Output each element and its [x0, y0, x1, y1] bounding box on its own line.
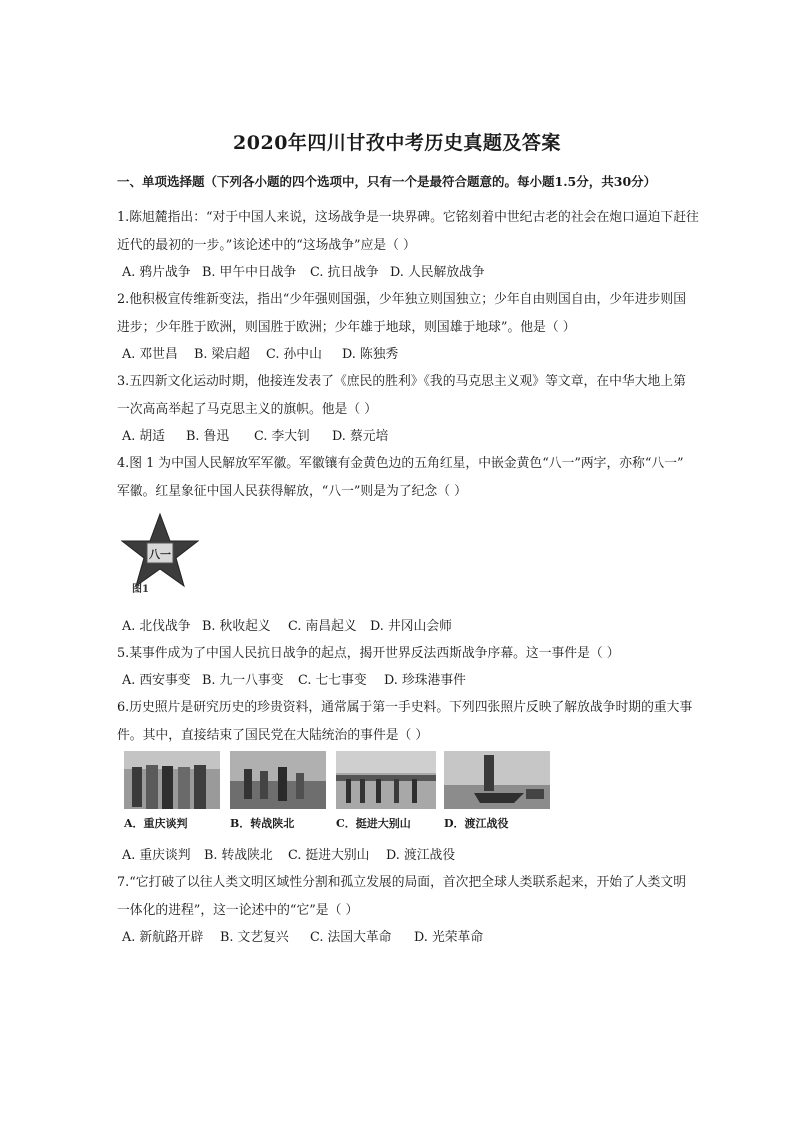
question-6-options — [122, 844, 455, 863]
photo-caption: D．渡江战役 — [444, 817, 509, 830]
army-emblem-star-icon — [119, 510, 201, 596]
photo-image — [444, 751, 550, 809]
photo-image — [336, 751, 436, 809]
option-d: D. 井冈山会师 — [370, 619, 452, 634]
question-2-line-2: 进步；少年胜于欧洲，则国胜于欧洲；少年雄于地球，则国雄于地球”。他是（ ） — [117, 320, 576, 335]
option-a: A. 邓世昌 — [122, 347, 178, 362]
photo-image — [230, 751, 326, 809]
option-c: C. 李大钊 — [254, 429, 310, 444]
question-7-options — [122, 926, 483, 945]
option-b: B. 鲁迅 — [186, 429, 230, 444]
question-4-line-2: 军徽。红星象征中国人民获得解放，“八一”则是为了纪念（ ） — [117, 484, 467, 499]
option-b: B. 秋收起义 — [202, 619, 271, 634]
question-4-line-1: 4.图 1 为中国人民解放军军徽。军徽镶有金黄色边的五角红星，中嵌金黄色“八一”两字，亦称“八一” — [117, 456, 684, 471]
question-6-line-1: 6.历史照片是研究历史的珍贵资料，通常属于第一手史料。下列四张照片反映了解放战争时期的重大事 — [117, 700, 693, 715]
question-2-options — [122, 343, 398, 362]
option-c: C. 孙中山 — [266, 347, 322, 362]
question-3-line-1: 3.五四新文化运动时期，他接连发表了《庶民的胜利》《我的马克思主义观》等文章，在中华大地上第 — [117, 374, 686, 389]
question-7-line-2: 一体化的进程”，这一论述中的“它”是（ ） — [117, 903, 359, 918]
photo-yangtze-crossing — [444, 751, 550, 831]
option-c: C. 抗日战争 — [310, 265, 379, 280]
option-d: D. 蔡元培 — [332, 429, 389, 444]
question-1-options — [122, 261, 485, 280]
photo-chongqing-negotiation — [124, 751, 220, 831]
question-3-line-2: 一次高高举起了马克思主义的旗帜。他是（ ） — [117, 402, 378, 417]
option-b: B. 梁启超 — [194, 347, 250, 362]
question-1-line-1: 1.陈旭麓指出：“对于中国人来说，这场战争是一块界碑。它铭刻着中世纪古老的社会在炮口逼迫下赶往 — [117, 210, 699, 225]
option-d: D. 珍珠港事件 — [384, 673, 466, 688]
page-title: 2020年四川甘孜中考历史真题及答案 — [233, 132, 561, 154]
question-5-options — [122, 669, 466, 688]
question-3-options — [122, 425, 388, 444]
option-b: B. 九一八事变 — [202, 673, 284, 688]
option-b: B. 甲午中日战争 — [202, 265, 297, 280]
photo-caption: B．转战陕北 — [230, 817, 295, 830]
question-1-line-2: 近代的最初的一步。”该论述中的“这场战争”应是（ ） — [117, 238, 416, 253]
option-b: B. 转战陕北 — [204, 848, 273, 863]
option-d: D. 光荣革命 — [414, 930, 484, 945]
photo-caption: A．重庆谈判 — [124, 817, 188, 830]
option-a: A. 新航路开辟 — [122, 930, 204, 945]
option-b: B. 文艺复兴 — [220, 930, 289, 945]
option-d: D. 陈独秀 — [342, 347, 399, 362]
option-a: A. 重庆谈判 — [122, 848, 191, 863]
option-c: C. 挺进大别山 — [288, 848, 370, 863]
question-2-line-1: 2.他积极宣传维新变法，指出“少年强则国强，少年独立则国独立；少年自由则国自由，少年进步则国 — [117, 292, 687, 307]
question-7-line-1: 7.“它打破了以往人类文明区域性分割和孤立发展的局面，首次把全球人类联系起来，开始了人类文明 — [117, 875, 687, 890]
emblem-bayi-text: 八一 — [149, 548, 171, 561]
question-5-line-1: 5.某事件成为了中国人民抗日战争的起点，揭开世界反法西斯战争序幕。这一事件是（ ） — [117, 646, 620, 661]
option-c: C. 七七事变 — [298, 673, 367, 688]
question-4-options — [122, 615, 452, 634]
option-d: D. 人民解放战争 — [390, 265, 485, 280]
option-a: A. 鸦片战争 — [122, 265, 191, 280]
figure-1-label: 图1 — [132, 584, 149, 595]
question-6-line-2: 件。其中，直接结束了国民党在大陆统治的事件是（ ） — [117, 728, 429, 743]
option-a: A. 胡适 — [122, 429, 165, 444]
photo-dabie-mountains — [336, 751, 436, 831]
photo-caption: C．挺进大别山 — [336, 817, 411, 830]
photo-image — [124, 751, 220, 809]
section-heading: 一、单项选择题（下列各小题的四个选项中，只有一个是最符合题意的。每小题1.5分，共30分） — [117, 174, 657, 189]
option-a: A. 西安事变 — [122, 673, 191, 688]
photo-shaanbei — [230, 751, 326, 831]
option-d: D. 渡江战役 — [386, 848, 456, 863]
option-c: C. 法国大革命 — [310, 930, 392, 945]
option-a: A. 北伐战争 — [122, 619, 191, 634]
option-c: C. 南昌起义 — [288, 619, 357, 634]
